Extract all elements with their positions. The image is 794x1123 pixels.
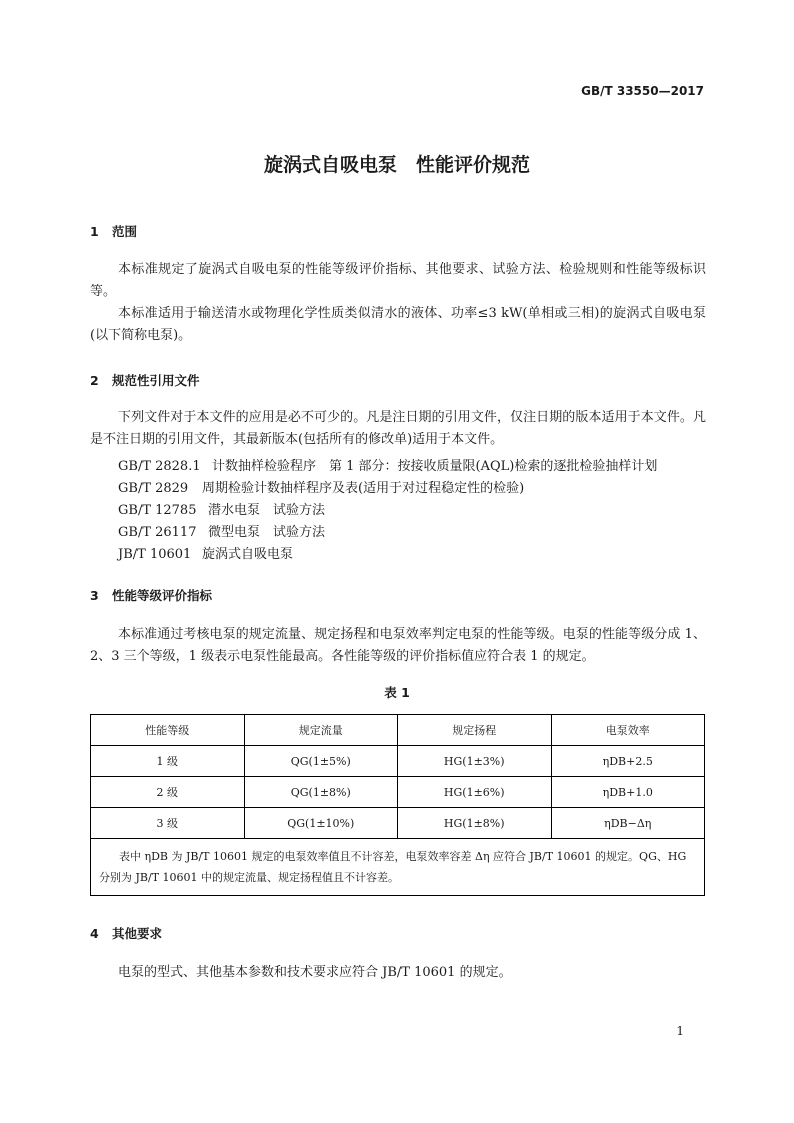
section-title: 性能等级评价指标 (112, 588, 213, 603)
table-cell: 2 级 (91, 777, 245, 808)
reference-title: 周期检验计数抽样程序及表(适用于对过程稳定性的检验) (202, 481, 525, 496)
table-note: 表中 ηDB 为 JB/T 10601 规定的电泵效率值且不计容差，电泵效率容差 Δη 应符合 JB/T 10601 的规定。QG、HG 分别为 JB/T 10601 中的规定流量、规定扬程值且不计容差。 (91, 839, 705, 896)
section-number: 2 (90, 373, 99, 388)
reference-title: 潜水电泵 试验方法 (208, 503, 326, 518)
section-number: 4 (90, 926, 99, 941)
table-cell: ηDB+1.0 (551, 777, 705, 808)
section-title: 规范性引用文件 (112, 373, 200, 388)
performance-grade-table (90, 714, 705, 896)
reference-item (118, 543, 293, 562)
table-cell: ηDB+2.5 (551, 746, 705, 777)
reference-item (118, 477, 524, 496)
column-header: 电泵效率 (551, 715, 705, 746)
reference-title: 微型电泵 试验方法 (208, 525, 326, 540)
table-row (91, 808, 705, 839)
reference-title: 旋涡式自吸电泵 (202, 547, 294, 562)
table-cell: ηDB−Δη (551, 808, 705, 839)
table-cell: HG(1±6%) (398, 777, 552, 808)
standard-code: GB/T 33550—2017 (581, 84, 704, 98)
table-cell: 1 级 (91, 746, 245, 777)
document-title: 旋涡式自吸电泵 性能评价规范 (263, 154, 530, 176)
section-title: 其他要求 (112, 926, 163, 941)
column-header: 规定扬程 (398, 715, 552, 746)
table-caption: 表 1 (384, 685, 410, 700)
section-3-heading (90, 586, 212, 604)
reference-code: GB/T 2829 (118, 481, 189, 496)
reference-code: JB/T 10601 (118, 547, 192, 562)
table-cell: 3 级 (91, 808, 245, 839)
table-row (91, 777, 705, 808)
section-1-paragraph-1: 本标准规定了旋涡式自吸电泵的性能等级评价指标、其他要求、试验方法、检验规则和性能等级标识等。 (90, 262, 706, 299)
reference-title: 计数抽样检验程序 第 1 部分：按接收质量限(AQL)检索的逐批检验抽样计划 (212, 459, 658, 474)
reference-item (118, 499, 325, 518)
table-row (91, 746, 705, 777)
section-1-heading (90, 222, 137, 240)
section-number: 3 (90, 588, 99, 603)
column-header: 规定流量 (244, 715, 398, 746)
section-title: 范围 (112, 224, 138, 239)
reference-code: GB/T 2828.1 (118, 459, 201, 474)
page-number: 1 (676, 1024, 684, 1038)
section-2-paragraph-1: 下列文件对于本文件的应用是必不可少的。凡是注日期的引用文件，仅注日期的版本适用于本文件。凡是不注日期的引用文件，其最新版本(包括所有的修改单)适用于本文件。 (90, 410, 706, 447)
table-cell: QG(1±8%) (244, 777, 398, 808)
column-header: 性能等级 (91, 715, 245, 746)
reference-item (118, 455, 657, 474)
section-1-paragraph-2: 本标准适用于输送清水或物理化学性质类似清水的液体、功率≤3 kW(单相或三相)的旋涡式自吸电泵(以下简称电泵)。 (90, 306, 706, 343)
reference-code: GB/T 26117 (118, 525, 197, 540)
table-cell: QG(1±10%) (244, 808, 398, 839)
section-4-paragraph-1: 电泵的型式、其他基本参数和技术要求应符合 JB/T 10601 的规定。 (118, 965, 512, 980)
section-4-heading (90, 924, 162, 942)
section-2-heading (90, 371, 200, 389)
table-cell: HG(1±8%) (398, 808, 552, 839)
section-number: 1 (90, 224, 99, 239)
reference-item (118, 521, 325, 540)
table-cell: QG(1±5%) (244, 746, 398, 777)
table-cell: HG(1±3%) (398, 746, 552, 777)
section-3-paragraph-1: 本标准通过考核电泵的规定流量、规定扬程和电泵效率判定电泵的性能等级。电泵的性能等级分成 1、2、3 三个等级，1 级表示电泵性能最高。各性能等级的评价指标值应符合表 1 的规定。 (90, 627, 706, 664)
reference-code: GB/T 12785 (118, 503, 197, 518)
table-header-row (91, 715, 705, 746)
table-note-row (91, 839, 705, 896)
